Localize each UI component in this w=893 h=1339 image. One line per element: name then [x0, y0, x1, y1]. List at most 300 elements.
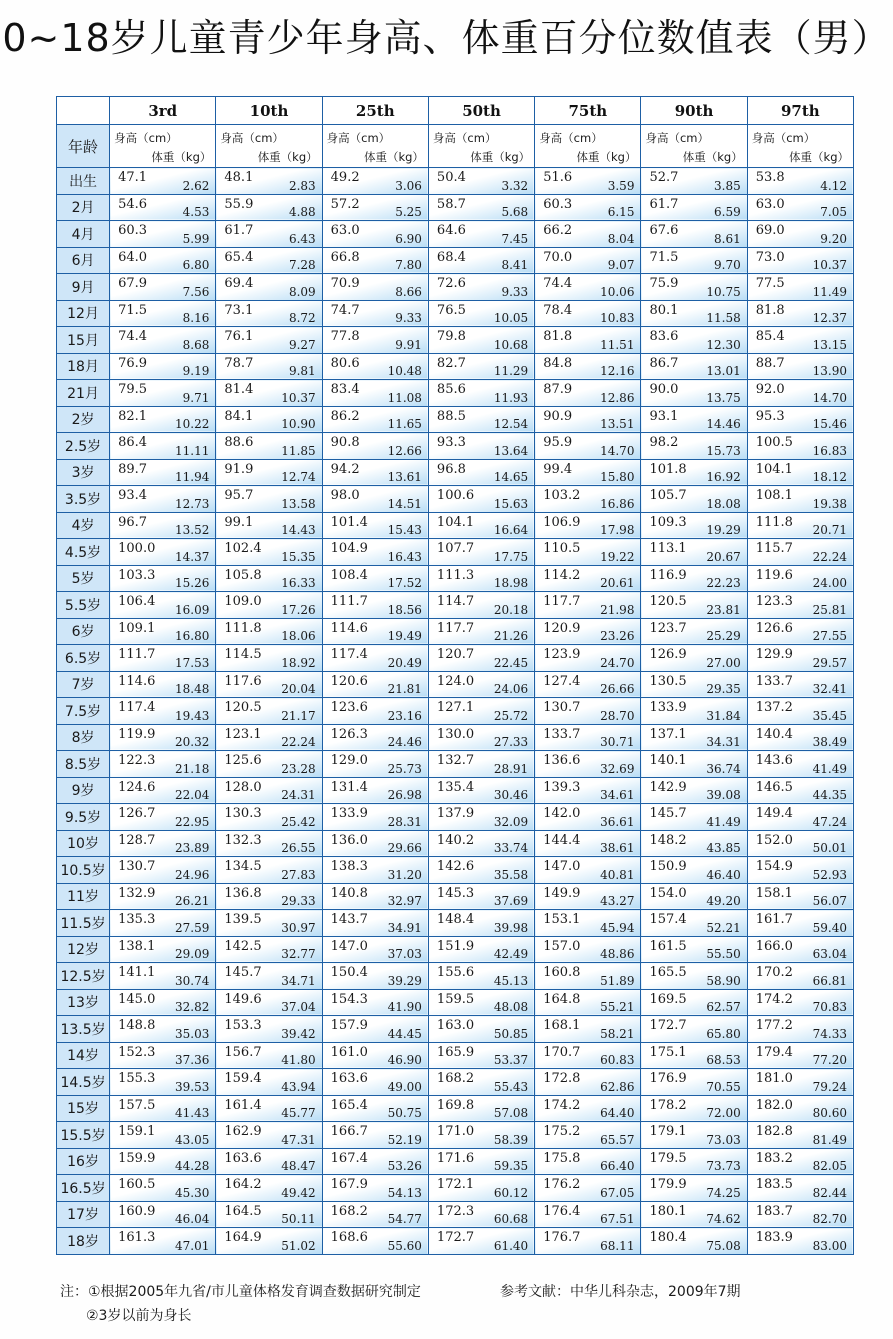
weight-value: 35.58: [493, 867, 529, 882]
height-value: 127.4: [543, 673, 581, 689]
value-cell: [216, 724, 322, 751]
weight-value: 39.08: [706, 788, 741, 802]
weight-value: 21.17: [281, 708, 316, 723]
height-value: 89.7: [118, 461, 148, 477]
height-value: 169.8: [436, 1097, 475, 1113]
height-value: 131.4: [330, 779, 368, 795]
weight-value: 29.57: [812, 655, 847, 670]
weight-value: 47.31: [281, 1132, 316, 1147]
height-unit-label: 身高（cm）: [432, 131, 497, 145]
value-cell: [322, 883, 428, 910]
value-cell: [535, 1228, 641, 1255]
table-row: [57, 221, 854, 248]
value-cell: [641, 592, 747, 619]
weight-value: 9.33: [501, 284, 529, 299]
value-cell: [641, 1095, 747, 1122]
value-cell: [535, 618, 641, 645]
age-cell: 7.5岁: [57, 698, 110, 725]
value-cell: [428, 804, 534, 831]
weight-value: 77.20: [812, 1053, 847, 1067]
weight-value: 82.44: [812, 1185, 847, 1200]
weight-value: 32.09: [493, 814, 529, 829]
weight-value: 68.53: [706, 1053, 741, 1067]
weight-value: 27.83: [281, 867, 316, 882]
weight-value: 54.77: [387, 1212, 422, 1226]
height-value: 129.9: [755, 647, 793, 662]
weight-value: 30.74: [175, 973, 210, 988]
value-cell: [216, 353, 322, 380]
weight-value: 25.72: [493, 708, 529, 723]
height-value: 120.5: [649, 594, 687, 609]
age-cell: 11.5岁: [57, 910, 110, 937]
age-cell: 12月: [57, 300, 110, 327]
value-cell: [110, 1122, 216, 1149]
weight-value: 36.74: [706, 761, 741, 776]
weight-value: 55.43: [493, 1079, 529, 1094]
value-cell: [428, 300, 534, 327]
weight-value: 47.24: [812, 814, 847, 829]
value-cell: [535, 671, 641, 698]
height-value: 172.8: [543, 1071, 581, 1086]
value-cell: [747, 300, 853, 327]
weight-value: 13.01: [706, 364, 741, 378]
value-cell: [535, 751, 641, 778]
value-cell: [535, 1095, 641, 1122]
weight-unit-label: 体重（kg）: [257, 150, 318, 164]
weight-value: 10.37: [281, 390, 316, 405]
table-row: [57, 830, 854, 857]
value-cell: [428, 910, 534, 937]
height-value: 164.8: [543, 991, 581, 1007]
height-value: 84.1: [224, 408, 254, 424]
value-cell: [110, 512, 216, 539]
height-value: 104.9: [330, 541, 368, 556]
weight-value: 37.36: [175, 1053, 210, 1067]
value-cell: [322, 618, 428, 645]
height-value: 52.7: [649, 170, 679, 185]
weight-unit-label: 体重（kg）: [789, 150, 849, 164]
value-cell: [322, 989, 428, 1016]
weight-value: 49.42: [281, 1185, 316, 1200]
height-value: 134.5: [224, 859, 262, 874]
value-cell: [428, 194, 534, 221]
height-value: 111.3: [436, 567, 475, 583]
header-corner: [57, 97, 110, 125]
value-cell: [535, 645, 641, 672]
weight-value: 18.48: [175, 682, 210, 696]
weight-value: 24.96: [175, 867, 210, 882]
weight-value: 3.06: [395, 178, 422, 193]
weight-value: 39.42: [281, 1026, 316, 1041]
height-value: 93.3: [436, 435, 466, 450]
value-cell: [428, 247, 534, 274]
value-cell: [428, 380, 534, 407]
height-value: 88.7: [755, 355, 785, 371]
weight-value: 43.85: [706, 841, 741, 855]
value-cell: [322, 1201, 428, 1228]
height-value: 153.1: [543, 912, 581, 927]
height-value: 111.7: [330, 594, 368, 609]
value-cell: [110, 592, 216, 619]
weight-value: 9.27: [288, 337, 316, 352]
height-value: 66.8: [330, 249, 360, 265]
value-cell: [747, 1042, 853, 1069]
weight-value: 12.86: [600, 390, 635, 405]
height-value: 57.2: [330, 196, 360, 212]
table-row: [57, 300, 854, 327]
percentile-header: 3rd: [110, 97, 216, 125]
value-cell: [641, 645, 747, 672]
height-value: 161.5: [649, 938, 687, 954]
value-cell: [747, 963, 853, 990]
weight-value: 28.70: [600, 708, 635, 723]
height-value: 91.9: [224, 461, 254, 477]
weight-value: 60.68: [493, 1212, 529, 1226]
weight-value: 37.69: [493, 894, 529, 908]
value-cell: [641, 194, 747, 221]
value-cell: [110, 777, 216, 804]
value-cell: [216, 883, 322, 910]
weight-value: 29.33: [281, 894, 316, 908]
value-cell: [747, 247, 853, 274]
table-row: [57, 1042, 854, 1069]
table-row: [57, 459, 854, 486]
age-cell: 4月: [57, 221, 110, 248]
value-cell: [747, 194, 853, 221]
height-value: 80.1: [649, 302, 679, 318]
height-value: 167.9: [330, 1177, 368, 1192]
weight-value: 29.66: [387, 841, 422, 855]
height-value: 164.2: [224, 1177, 262, 1192]
value-cell: [747, 565, 853, 592]
weight-value: 27.00: [706, 655, 741, 670]
weight-value: 12.16: [600, 364, 635, 378]
weight-value: 24.06: [493, 682, 529, 696]
height-value: 141.1: [118, 965, 156, 980]
weight-value: 26.21: [175, 894, 210, 908]
height-value: 157.9: [330, 1018, 368, 1033]
height-value: 150.9: [649, 859, 687, 874]
value-cell: [535, 486, 641, 513]
weight-value: 37.04: [281, 1000, 316, 1014]
weight-value: 26.98: [387, 788, 422, 802]
age-cell: 3岁: [57, 459, 110, 486]
weight-value: 18.12: [812, 470, 847, 484]
height-value: 54.6: [118, 196, 148, 212]
weight-value: 20.32: [175, 735, 210, 749]
weight-value: 8.72: [288, 311, 316, 325]
weight-value: 17.52: [387, 576, 422, 590]
value-cell: [322, 857, 428, 884]
weight-value: 55.50: [706, 947, 741, 961]
height-value: 73.0: [755, 249, 785, 265]
value-cell: [322, 168, 428, 195]
value-cell: [322, 830, 428, 857]
table-row: [57, 1069, 854, 1096]
weight-value: 24.46: [387, 735, 422, 749]
value-cell: [641, 1042, 747, 1069]
height-unit-label: 身高（cm）: [751, 131, 816, 145]
value-cell: [216, 1069, 322, 1096]
height-value: 95.9: [543, 435, 573, 450]
weight-value: 12.54: [493, 417, 529, 431]
weight-value: 53.26: [387, 1159, 422, 1173]
weight-value: 39.29: [387, 973, 422, 988]
value-cell: [428, 353, 534, 380]
value-cell: [322, 459, 428, 486]
value-cell: [535, 512, 641, 539]
weight-value: 15.35: [281, 549, 316, 564]
weight-value: 67.05: [600, 1185, 635, 1200]
value-cell: [110, 804, 216, 831]
weight-value: 74.25: [706, 1185, 741, 1200]
value-cell: [641, 751, 747, 778]
weight-value: 20.18: [493, 602, 529, 617]
value-cell: [110, 1148, 216, 1175]
value-cell: [641, 380, 747, 407]
value-cell: [641, 1122, 747, 1149]
weight-value: 31.84: [706, 708, 741, 723]
value-cell: [428, 645, 534, 672]
weight-value: 14.70: [600, 443, 635, 458]
value-cell: [747, 830, 853, 857]
weight-value: 47.01: [175, 1238, 210, 1253]
weight-value: 13.52: [175, 523, 210, 537]
weight-value: 24.00: [812, 576, 847, 590]
value-cell: [535, 274, 641, 301]
value-cell: [641, 1148, 747, 1175]
height-value: 116.9: [649, 567, 687, 583]
value-cell: [535, 1201, 641, 1228]
height-value: 167.4: [330, 1150, 368, 1166]
weight-value: 41.49: [812, 761, 847, 776]
height-value: 102.4: [224, 541, 262, 556]
height-value: 154.3: [330, 991, 368, 1007]
weight-value: 58.21: [600, 1026, 635, 1041]
weight-value: 65.57: [600, 1132, 635, 1147]
height-value: 103.2: [543, 488, 581, 503]
height-value: 130.7: [543, 700, 581, 715]
height-value: 168.1: [543, 1018, 581, 1033]
weight-value: 20.04: [281, 682, 316, 696]
weight-value: 38.49: [812, 735, 847, 749]
weight-value: 23.89: [175, 841, 210, 855]
percentile-header: 97th: [747, 97, 853, 125]
weight-value: 32.69: [600, 761, 635, 776]
weight-value: 41.90: [387, 1000, 422, 1014]
weight-value: 11.51: [600, 337, 635, 352]
table-row: [57, 963, 854, 990]
height-value: 148.4: [436, 912, 475, 927]
weight-value: 8.41: [501, 258, 529, 272]
value-cell: [428, 989, 534, 1016]
height-value: 130.0: [436, 726, 475, 742]
weight-value: 2.62: [182, 178, 210, 193]
value-cell: [428, 486, 534, 513]
height-value: 110.5: [543, 541, 581, 556]
weight-value: 7.45: [501, 231, 529, 246]
height-value: 177.2: [755, 1018, 793, 1033]
value-cell: [641, 486, 747, 513]
age-cell: 出生: [57, 168, 110, 195]
table-row: [57, 989, 854, 1016]
age-cell: 7岁: [57, 671, 110, 698]
height-value: 160.5: [118, 1177, 156, 1192]
weight-value: 23.28: [281, 761, 316, 776]
value-cell: [747, 380, 853, 407]
value-cell: [428, 327, 534, 354]
weight-value: 12.66: [387, 443, 422, 458]
age-cell: 3.5岁: [57, 486, 110, 513]
value-cell: [110, 698, 216, 725]
value-cell: [110, 327, 216, 354]
value-cell: [428, 459, 534, 486]
value-cell: [428, 1148, 534, 1175]
weight-value: 51.89: [600, 973, 635, 988]
value-cell: [216, 777, 322, 804]
weight-value: 50.75: [387, 1106, 422, 1120]
height-value: 101.4: [330, 514, 368, 530]
value-cell: [216, 618, 322, 645]
height-value: 67.9: [118, 276, 148, 291]
value-cell: [322, 1095, 428, 1122]
value-cell: [641, 989, 747, 1016]
weight-value: 9.33: [395, 311, 422, 325]
value-cell: [641, 830, 747, 857]
value-cell: [216, 698, 322, 725]
weight-value: 52.19: [387, 1132, 422, 1147]
height-value: 143.7: [330, 912, 368, 927]
value-cell: [110, 300, 216, 327]
value-cell: [216, 433, 322, 460]
weight-value: 52.93: [812, 867, 847, 882]
height-value: 65.4: [224, 249, 254, 265]
weight-value: 23.81: [706, 602, 741, 617]
value-cell: [110, 221, 216, 248]
height-value: 166.7: [330, 1124, 368, 1139]
value-cell: [110, 274, 216, 301]
height-value: 78.4: [543, 302, 573, 318]
weight-value: 31.20: [387, 867, 422, 882]
weight-value: 32.41: [812, 682, 847, 696]
weight-value: 22.23: [706, 576, 741, 590]
value-cell: [428, 592, 534, 619]
height-value: 105.8: [224, 567, 262, 583]
height-value: 182.0: [755, 1097, 793, 1113]
value-cell: [216, 459, 322, 486]
weight-value: 10.68: [493, 337, 529, 352]
value-cell: [428, 1201, 534, 1228]
weight-value: 11.58: [706, 311, 741, 325]
height-value: 165.4: [330, 1097, 368, 1113]
value-cell: [216, 486, 322, 513]
height-value: 151.9: [436, 938, 475, 954]
weight-value: 13.15: [812, 337, 847, 352]
height-value: 154.0: [649, 885, 687, 901]
weight-value: 18.06: [281, 629, 316, 643]
height-value: 101.8: [649, 461, 687, 477]
height-value: 120.6: [330, 673, 368, 689]
height-value: 126.3: [330, 726, 368, 742]
weight-value: 42.49: [493, 947, 529, 961]
height-value: 55.9: [224, 196, 254, 212]
value-cell: [322, 353, 428, 380]
value-cell: [110, 168, 216, 195]
weight-value: 56.07: [812, 894, 847, 908]
value-cell: [747, 936, 853, 963]
value-cell: [110, 857, 216, 884]
value-cell: [110, 830, 216, 857]
weight-value: 65.80: [706, 1026, 741, 1041]
weight-value: 30.97: [281, 920, 316, 935]
weight-unit-label: 体重（kg）: [151, 150, 212, 164]
weight-value: 44.45: [387, 1026, 422, 1041]
weight-value: 20.71: [812, 523, 847, 537]
value-cell: [110, 936, 216, 963]
height-unit-label: 身高（cm）: [220, 131, 284, 145]
height-value: 136.0: [330, 832, 368, 848]
value-cell: [747, 724, 853, 751]
weight-value: 10.06: [600, 284, 635, 299]
height-value: 96.8: [436, 461, 466, 477]
height-value: 96.7: [118, 514, 148, 530]
age-cell: 12.5岁: [57, 963, 110, 990]
weight-value: 11.85: [281, 443, 316, 458]
weight-value: 4.88: [288, 205, 316, 219]
value-cell: [322, 1016, 428, 1043]
value-cell: [641, 1201, 747, 1228]
percentile-header-row: [57, 97, 854, 125]
weight-value: 8.68: [182, 337, 210, 352]
weight-value: 14.46: [706, 417, 741, 431]
weight-value: 29.35: [706, 682, 741, 696]
weight-value: 9.70: [714, 258, 741, 272]
value-cell: [110, 433, 216, 460]
age-cell: 5岁: [57, 565, 110, 592]
height-value: 64.6: [436, 223, 466, 238]
weight-value: 18.56: [387, 602, 422, 617]
value-cell: [535, 883, 641, 910]
value-cell: [110, 353, 216, 380]
value-cell: [322, 1042, 428, 1069]
weight-value: 15.26: [175, 576, 210, 590]
height-value: 60.3: [543, 196, 573, 212]
value-cell: [110, 724, 216, 751]
height-value: 155.3: [118, 1071, 156, 1086]
weight-value: 8.09: [288, 284, 316, 299]
unit-header-cell: [322, 125, 428, 168]
value-cell: [747, 353, 853, 380]
height-unit-label: 身高（cm）: [645, 131, 709, 145]
table-row: [57, 751, 854, 778]
weight-value: 16.80: [175, 629, 210, 643]
value-cell: [747, 1201, 853, 1228]
weight-value: 21.98: [600, 602, 635, 617]
height-value: 100.6: [436, 488, 475, 503]
height-value: 88.5: [436, 408, 466, 424]
weight-value: 10.05: [493, 311, 529, 325]
height-value: 161.7: [755, 912, 793, 927]
value-cell: [428, 433, 534, 460]
table-row: [57, 777, 854, 804]
weight-value: 33.74: [493, 841, 529, 855]
value-cell: [535, 459, 641, 486]
weight-value: 52.21: [706, 920, 741, 935]
value-cell: [216, 1042, 322, 1069]
value-cell: [641, 671, 747, 698]
table-row: [57, 433, 854, 460]
weight-value: 79.24: [812, 1079, 847, 1094]
